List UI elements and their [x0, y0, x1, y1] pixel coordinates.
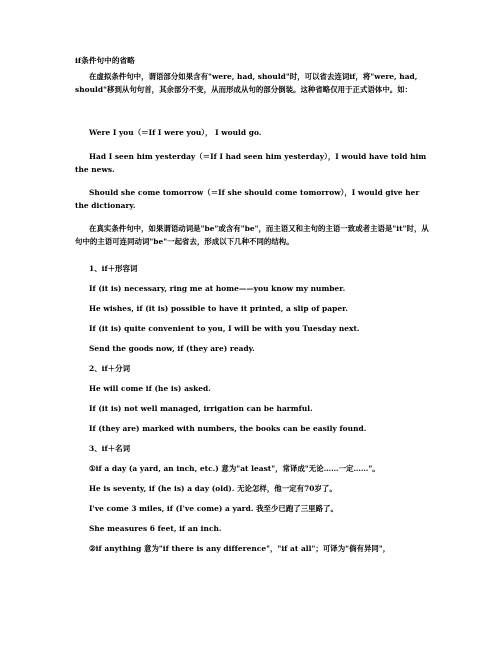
- heading-if-participle: 2、if＋分词: [89, 364, 131, 373]
- sentence-1b: He wishes, if (it is) possible to have it printed, a slip of paper.: [89, 304, 348, 313]
- heading-if-adjective: 1、if＋形容词: [89, 264, 138, 273]
- sentence-3c: She measures 6 feet, if an inch.: [89, 524, 222, 533]
- example-1: Were I you（＝If I were you）， I would go.: [89, 128, 262, 137]
- sentence-3b: I've come 3 miles, if (I've come) a yard. 我至少已跑了三里路了。: [89, 504, 338, 513]
- sentence-1a: If (it is) necessary, ring me at home——you know my number.: [89, 284, 346, 293]
- sentence-3a: He is seventy, if (he is) a day (old). 无论怎样，他一定有70岁了。: [89, 484, 337, 493]
- sentence-1d: Send the goods now, if (they are) ready.: [89, 344, 255, 353]
- sentence-2b: If (it is) not well managed, irrigation can be harmful.: [89, 404, 313, 413]
- note-2: ②if anything 意为"if there is any difference"，"if at all"；可译为"倘有异同"，: [89, 544, 391, 553]
- sentence-2c: If (they are) marked with numbers, the books can be easily found.: [89, 424, 367, 433]
- document-title: if条件句中的省略: [75, 56, 135, 65]
- intro-paragraph: 在虚拟条件句中，谓语部分如果含有"were, had, should"时，可以省去连词if，将"were, had, should"移到从句句首，其余部分不变，从而形成从句的部分倒装。这种省略仅用于正式语体中。如：: [75, 72, 418, 94]
- heading-if-noun: 3、if＋名词: [89, 444, 131, 453]
- example-2: Had I seen him yesterday（＝If I had seen him yesterday），I would have told him the news.: [75, 152, 427, 174]
- example-3: Should she come tomorrow（＝If she should come tomorrow），I would give her the dictionary.: [75, 188, 420, 210]
- note-1: ①if a day (a yard, an inch, etc.) 意为"at least"，常译成"无论……一定……"。: [89, 464, 380, 473]
- sentence-1c: If (it is) quite convenient to you, I will be with you Tuesday next.: [89, 324, 360, 333]
- sentence-2a: He will come if (he is) asked.: [89, 384, 211, 393]
- real-condition-paragraph: 在真实条件句中，如果谓语动词是"be"或含有"be"，而主语又和主句的主语一致或者主语是"it"时，从句中的主语可连同动词"be"一起省去，形成以下几种不同的结构。: [75, 224, 429, 246]
